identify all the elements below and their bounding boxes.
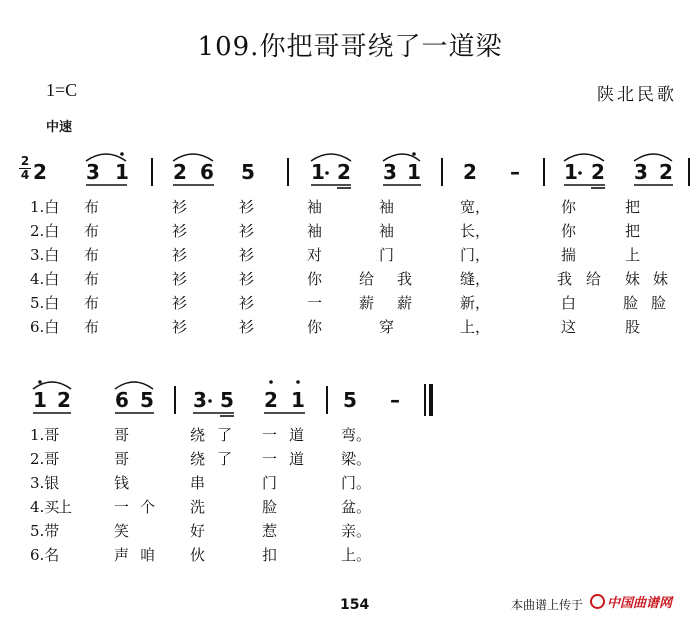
lyric: 一	[262, 426, 278, 444]
lyric: 脸	[262, 498, 278, 516]
lyric: 哥	[114, 426, 130, 444]
key-signature: 1=C	[46, 80, 78, 100]
lyric: 了	[217, 426, 233, 444]
dot	[325, 171, 329, 175]
lyric: 袖	[379, 222, 395, 240]
note: 3	[193, 388, 207, 412]
lyric: 妹	[653, 270, 669, 288]
lyric: 我	[397, 270, 413, 288]
lyric: 道	[289, 450, 305, 468]
lyric: 伙	[190, 546, 206, 564]
lyric: 穿	[379, 318, 395, 336]
lyric: 缝，	[460, 270, 491, 288]
lyric: 衫	[172, 270, 188, 288]
site-logo	[590, 592, 672, 611]
octave-dot	[120, 152, 124, 156]
slur	[634, 154, 672, 161]
lyric: 衫	[172, 294, 188, 312]
note: 6	[200, 160, 214, 184]
lyric: 给	[359, 270, 375, 288]
note: 1	[311, 160, 325, 184]
dot	[208, 399, 212, 403]
lyric: 了	[217, 450, 233, 468]
note: –	[510, 160, 520, 184]
lyric: 这	[561, 318, 577, 336]
note: 2	[33, 160, 47, 184]
page-number: 154	[340, 597, 370, 613]
lyric: 白	[561, 294, 577, 312]
lyric: 2.哥	[30, 450, 60, 468]
logo-text: 中国曲谱网	[607, 596, 673, 611]
logo-icon	[590, 594, 605, 609]
lyric: 6.白	[30, 318, 60, 336]
note: 1	[407, 160, 421, 184]
lyric: 薪	[359, 294, 375, 312]
note: 2	[659, 160, 673, 184]
note: 3	[383, 160, 397, 184]
lyric: 宽，	[460, 198, 491, 216]
time-signature-top: 2	[20, 154, 30, 168]
lyric: 上。	[341, 546, 372, 564]
tempo-marking: 中速	[46, 120, 73, 135]
lyric: 门。	[341, 474, 372, 492]
note: 6	[115, 388, 129, 412]
lyric: 给	[586, 270, 602, 288]
lyric: 梁。	[341, 450, 372, 468]
note: 2	[463, 160, 477, 184]
lyric: 盆。	[341, 498, 372, 516]
note: 2	[337, 160, 351, 184]
lyric: 衫	[239, 198, 255, 216]
lyric: 一	[307, 294, 323, 312]
lyric: 上	[57, 498, 73, 516]
lyric: 门，	[460, 246, 491, 264]
lyric: 布	[84, 318, 100, 336]
upload-caption: 本曲谱上传于	[511, 598, 584, 612]
slur	[564, 154, 604, 161]
lyric: 把	[625, 198, 641, 216]
lyric: 袖	[379, 198, 395, 216]
lyric: 薪	[397, 294, 413, 312]
lyric: 4.买	[30, 498, 60, 516]
lyric: 声	[114, 546, 130, 564]
note: 2	[264, 388, 278, 412]
lyric: 衫	[172, 318, 188, 336]
note: 2	[57, 388, 71, 412]
lyric: 布	[84, 270, 100, 288]
lyric: 一	[114, 498, 130, 516]
lyric: 亲。	[341, 522, 372, 540]
lyric: 你	[307, 270, 323, 288]
lyric: 6.名	[30, 546, 60, 564]
note: 5	[343, 388, 357, 412]
lyric: 你	[307, 318, 323, 336]
note: –	[390, 388, 400, 412]
octave-dot	[38, 380, 42, 384]
lyric: 3.银	[30, 474, 60, 492]
lyric: 股	[625, 318, 641, 336]
lyric: 1.白	[30, 198, 60, 216]
lyric: 笑	[114, 522, 130, 540]
lyric: 衫	[172, 246, 188, 264]
lyric: 道	[289, 426, 305, 444]
lyric: 洗	[190, 498, 206, 516]
lyric: 串	[190, 474, 206, 492]
lyric: 脸	[623, 294, 639, 312]
lyric: 3.白	[30, 246, 60, 264]
lyric: 对	[307, 246, 323, 264]
lyric: 扣	[262, 546, 278, 564]
lyric: 衫	[239, 318, 255, 336]
lyric: 布	[84, 222, 100, 240]
lyric: 衫	[239, 246, 255, 264]
lyric: 衫	[172, 222, 188, 240]
octave-dot	[269, 380, 273, 384]
octave-dot	[412, 152, 416, 156]
lyric: 绕	[190, 450, 206, 468]
lyric: 长，	[460, 222, 491, 240]
lyric: 你	[561, 198, 577, 216]
lyric: 门	[379, 246, 395, 264]
lyric: 上	[625, 246, 641, 264]
lyric: 新，	[460, 294, 491, 312]
lyric: 门	[262, 474, 278, 492]
lyric: 钱	[114, 474, 130, 492]
note: 3	[86, 160, 100, 184]
time-signature-bottom: 4	[20, 168, 30, 182]
lyric: 1.哥	[30, 426, 60, 444]
dot	[578, 171, 582, 175]
lyric: 把	[625, 222, 641, 240]
lyric: 好	[190, 522, 206, 540]
slur	[115, 382, 153, 389]
note: 3	[634, 160, 648, 184]
lyric: 4.白	[30, 270, 60, 288]
note: 5	[140, 388, 154, 412]
lyric: 衫	[239, 222, 255, 240]
lyric: 袖	[307, 222, 323, 240]
lyric: 衫	[239, 270, 255, 288]
slur	[311, 154, 351, 161]
lyric: 脸	[651, 294, 667, 312]
lyric: 衫	[239, 294, 255, 312]
lyric: 妹	[625, 270, 641, 288]
note: 1	[291, 388, 305, 412]
lyric: 弯。	[341, 426, 372, 444]
lyric: 一	[262, 450, 278, 468]
note: 1	[33, 388, 47, 412]
slur	[86, 154, 126, 161]
song-title: 109.你把哥哥绕了一道梁	[197, 32, 503, 62]
lyric: 5.白	[30, 294, 60, 312]
note: 1	[115, 160, 129, 184]
lyric: 揣	[561, 246, 577, 264]
lyric: 哥	[114, 450, 130, 468]
song-origin: 陕北民歌	[597, 85, 677, 105]
note: 5	[220, 388, 234, 412]
lyric: 你	[561, 222, 577, 240]
lyric: 布	[84, 198, 100, 216]
slur	[173, 154, 213, 161]
note: 5	[241, 160, 255, 184]
octave-dot	[296, 380, 300, 384]
lyric: 绕	[190, 426, 206, 444]
note: 2	[173, 160, 187, 184]
lyric: 袖	[307, 198, 323, 216]
lyric: 布	[84, 246, 100, 264]
lyric: 2.白	[30, 222, 60, 240]
lyric: 布	[84, 294, 100, 312]
lyric: 咱	[140, 546, 156, 564]
lyric: 衫	[172, 198, 188, 216]
lyric: 上，	[460, 318, 491, 336]
lyric: 惹	[262, 522, 278, 540]
lyric: 我	[557, 270, 573, 288]
note: 1	[564, 160, 578, 184]
lyric: 5.带	[30, 522, 60, 540]
lyric: 个	[140, 498, 156, 516]
note: 2	[591, 160, 605, 184]
